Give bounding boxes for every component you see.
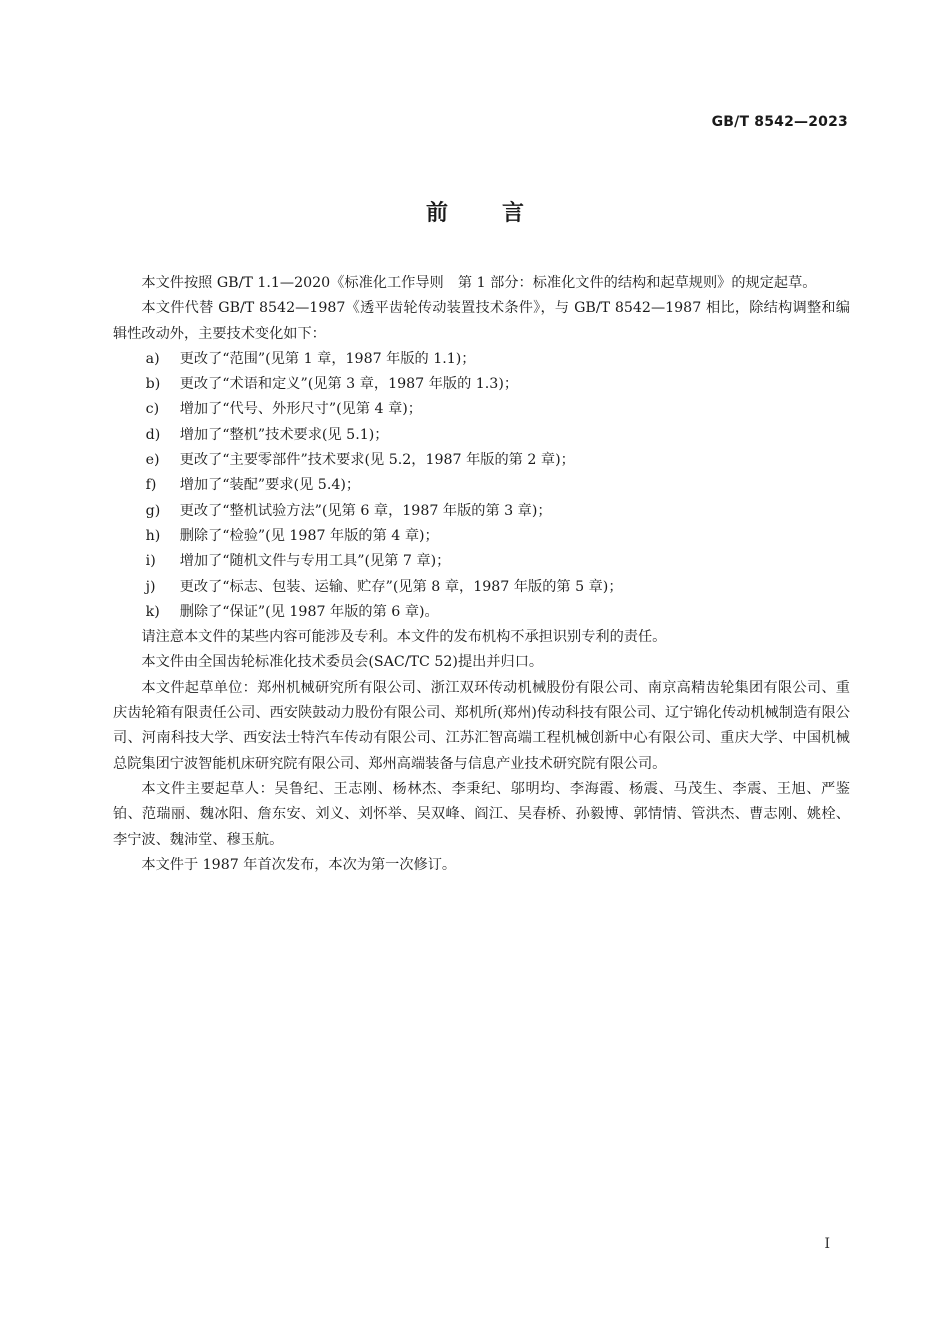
list-item-text: 删除了“检验”(见 1987 年版的第 4 章)；	[179, 527, 439, 544]
list-item-marker: k)	[145, 603, 160, 620]
list-item-text: 更改了“主要零部件”技术要求(见 5.2，1987 年版的第 2 章)；	[179, 452, 575, 469]
changes-list	[113, 347, 850, 625]
list-item-marker: b)	[145, 376, 161, 393]
revision-history: 本文件于 1987 年首次发布，本次为第一次修订。	[141, 856, 457, 873]
list-item-marker: i)	[145, 553, 156, 570]
list-item	[113, 549, 850, 574]
intro-paragraph-2: 本文件代替 GB/T 8542—1987《透平齿轮传动装置技术条件》，与 GB/T 8542—1987 相比，除结构调整和编辑性改动外，主要技术变化如下：	[113, 300, 850, 342]
patent-notice: 请注意本文件的某些内容可能涉及专利。本文件的发布机构不承担识别专利的责任。	[141, 629, 667, 646]
proposing-committee: 本文件由全国齿轮标准化技术委员会(SAC/TC 52)提出并归口。	[141, 654, 544, 671]
list-item	[113, 347, 850, 372]
standard-code: GB/T 8542—2023	[711, 114, 848, 130]
list-item	[113, 372, 850, 397]
list-item-text: 增加了“随机文件与专用工具”(见第 7 章)；	[179, 553, 451, 570]
list-item	[113, 473, 850, 498]
page-title: 前言	[425, 201, 578, 226]
list-item-marker: g)	[145, 502, 161, 519]
list-item-text: 更改了“术语和定义”(见第 3 章，1987 年版的 1.3)；	[179, 376, 519, 393]
list-item-marker: a)	[145, 350, 160, 367]
list-item-text: 更改了“整机试验方法”(见第 6 章，1987 年版的第 3 章)；	[179, 502, 552, 519]
list-item-marker: f)	[145, 477, 157, 494]
drafting-persons: 本文件主要起草人：吴鲁纪、王志刚、杨林杰、李秉纪、邬明均、李海霞、杨震、马茂生、李震、王旭、严鉴铂、范瑞丽、魏冰阳、詹东安、刘义、刘怀举、吴双峰、阎江、吴春桥、孙毅博、郭情情、管洪杰、曹志刚、姚栓、李宁波、魏沛堂、穆玉航。	[113, 780, 850, 848]
list-item	[113, 397, 850, 422]
list-item-text: 增加了“装配”要求(见 5.4)；	[179, 477, 361, 494]
list-item-text: 增加了“整机”技术要求(见 5.1)；	[179, 426, 389, 443]
list-item	[113, 423, 850, 448]
list-item-text: 增加了“代号、外形尺寸”(见第 4 章)；	[179, 401, 422, 418]
list-item	[113, 524, 850, 549]
document-body	[113, 271, 850, 878]
list-item	[113, 575, 850, 600]
list-item-text: 更改了“标志、包装、运输、贮存”(见第 8 章，1987 年版的第 5 章)；	[179, 578, 623, 595]
list-item	[113, 448, 850, 473]
list-item-text: 删除了“保证”(见 1987 年版的第 6 章)。	[179, 603, 439, 620]
list-item-marker: d)	[145, 426, 161, 443]
list-item-marker: c)	[145, 401, 160, 418]
list-item-marker: h)	[145, 527, 161, 544]
page-number: I	[824, 1236, 830, 1252]
list-item	[113, 499, 850, 524]
list-item-text: 更改了“范围”(见第 1 章，1987 年版的 1.1)；	[179, 350, 476, 367]
list-item	[113, 600, 850, 625]
intro-paragraph-1: 本文件按照 GB/T 1.1—2020《标准化工作导则 第 1 部分：标准化文件的结构和起草规则》的规定起草。	[141, 275, 817, 291]
list-item-marker: e)	[145, 452, 160, 469]
drafting-organizations: 本文件起草单位：郑州机械研究所有限公司、浙江双环传动机械股份有限公司、南京高精齿轮集团有限公司、重庆齿轮箱有限责任公司、西安陕鼓动力股份有限公司、郑机所(郑州)传动科技有限公司、辽宁锦化传动机械制造有限公司、河南科技大学、西安法士特汽车传动有限公司、江苏汇智高端工程机械创新中心有限公司、重庆大学、中国机械总院集团宁波智能机床研究院有限公司、郑州高端装备与信息产业技术研究院有限公司。	[113, 679, 850, 772]
list-item-marker: j)	[145, 578, 156, 595]
